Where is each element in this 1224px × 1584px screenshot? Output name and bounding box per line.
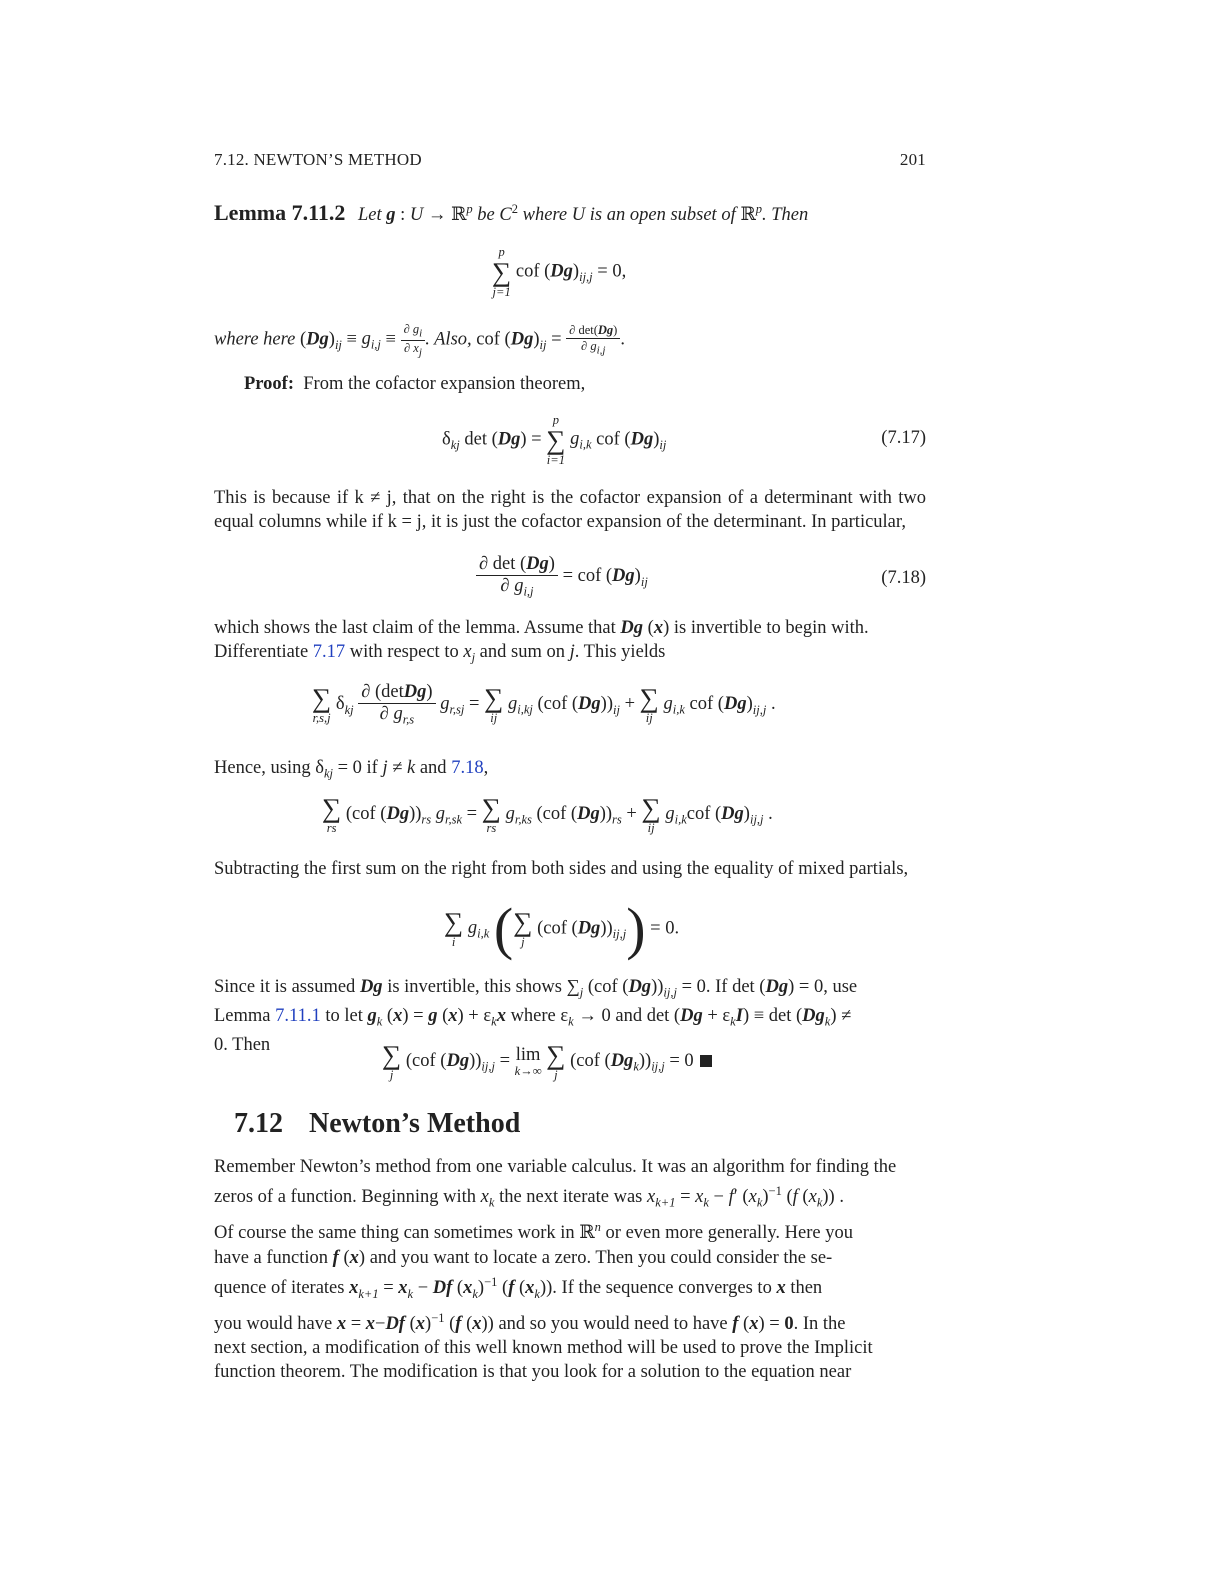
equation-number-7-17: (7.17)	[881, 428, 926, 448]
equation-hence: ∑ rs (cof $(Dg))_{rs}$ $g_{r,sk}$ = ∑ rs $g_{r,ks}$ (cof $(Dg))_{rs}$ + ∑ ij $g_{i,k}cof$ $(Dg)_{ij,j}$ .	[322, 793, 773, 835]
equation-mixed-partials: ∑ i $g_{i,k}$ (∑ j (cof $(Dg))_{ij,j}) = 0$.	[444, 896, 680, 961]
lemma-definitions: where here $(Dg)_{ij} \equiv g_{i,j}$ ≡ $\frac{\partial g_i}{\partial x_j}$ . Also, cof $(Dg)_{ij}$ = $\frac{\partial \det(Dg)}{\partial g_{i,j}}$ .	[214, 322, 625, 358]
section-number: 7.12	[234, 1108, 283, 1139]
proof-paragraph-1: This is because if k ≠ j, that on the right is the cofactor expansion of a determinant with two equal columns while if k = j, it is just the cofactor expansion of the determinant. In particular,	[214, 488, 926, 532]
lemma-statement: Lemma 7.11.2 Let g : U → ℝ$^p$ be $C^2$ where U is an open subset of ℝ$^p$. Then	[214, 200, 809, 225]
page-number: 201	[899, 150, 926, 169]
equation-limit: ∑ j (cof $(Dg))_{ij,j}$ = lim k→∞ ∑ j (cof $(Dg_k))_{ij,j} = 0$	[382, 1042, 712, 1082]
equation-lemma-sum: p ∑ j=1 cof $(Dg)_{ij,j} = 0$,	[492, 245, 627, 299]
running-title: 7.12. NEWTON’S METHOD	[214, 150, 422, 169]
proof-label: Proof:	[244, 374, 294, 394]
equation-link-7-18[interactable]: 7.18	[451, 758, 484, 778]
proof-subtracting: Subtracting the first sum on the right from both sides and using the equality of mixed partials,	[214, 859, 909, 879]
lemma-label: Lemma 7.11.2	[214, 200, 346, 225]
equation-differentiated: ∑ r,s,j $\delta_{kj}$ $\frac{\text{∂ (detDg)}}{\partial g_{r,s}}$ $g_{r,sj}$ = ∑ ij $g_{i,kj}$ (cof $(Dg))_{ij}$ + ∑ ij $g_{i,k}$ cof $(Dg)_{ij,j}$ .	[312, 682, 776, 727]
equation-number-7-18: (7.18)	[881, 568, 926, 588]
section-title: Newton’s Method	[309, 1108, 521, 1139]
proof-hence: Hence, using $\delta_{kj} = 0$ if j ≠ k and 7.18,	[214, 758, 489, 781]
document-page: 7.12. NEWTON’S METHOD 201 Lemma 7.11.2 Let g : U → ℝ$^p$ be $C^2$ where U is an open subset of ℝ$^p$. Then p ∑ j=1 cof $(Dg)_{ij,j} = 0$, where here $(Dg)_{ij} \equiv g_{i,j}$ ≡ $\frac{\partial g_i}{\partial x_j}$ . Also, cof $(Dg)_{ij}$ = $\frac{\partial \det(Dg)}{\partial g_{i,j}}$ . Proof: From the cofactor expansion theorem, $\delta_{kj}$ det (Dg) = p ∑ i=1 $g_{i,k}$ cof $(Dg)_{ij}$ (7.17) This is because if k ≠ j, that on the right is the cofactor expansion of a determinant with two equal columns while if k = j, it is just the cofactor expansion of the determinant. In particular, $\frac{\partial \det (Dg)}{\partial g_{i,j}}$ = cof $(Dg)_{ij}$ (7.18) which shows the last claim of the lemma. Assume that Dg (x) is invertible to begin with. Differentiate 7.17 with respect to $x_j$ and sum on j. This yields ∑ r,s,j $\delta_{kj}$ $\frac{\text{∂ (detDg)}}{\partial g_{r,s}}$ $g_{r,sj}$ = ∑ ij $g_{i,kj}$ (cof $(Dg))_{ij}$ + ∑ ij $g_{i,k}$ cof $(Dg)_{ij,j}$ . Hence, using $\delta_{kj} = 0$ if j ≠ k and 7.18, ∑ rs (cof $(Dg))_{rs}$ $g_{r,sk}$ = ∑ rs $g_{r,ks}$ (cof $(Dg))_{rs}$ + ∑ ij $g_{i,k}cof$ $(Dg)_{ij,j}$ . Subtracting the first sum on the right from both sides and using the equality of mixed partials, ∑ i $g_{i,k}$ (∑ j (cof $(Dg))_{ij,j}) = 0$. Since it is assumed Dg is invertible, this shows $\sum_j$ (cof $(Dg))_{ij,j} = 0$. If det (Dg) = 0, use Lemma 7.11.1 to let $g_k$ (x) = g $(x) + \varepsilon_kx$ where $\varepsilon_k \to 0$ and $\det (Dg + \varepsilon_kI) \equiv \det (Dg_k)$ ≠ 0. Then ∑ j (cof $(Dg))_{ij,j}$ = lim k→∞ ∑ j (cof $(Dg_k))_{ij,j} = 0$ 7.12 Newton’s Method Remember Newton’s method from one variable calculus. It was an algorithm for finding the zeros of a function. Beginning with $x_k$ the next iterate was $x_{k+1} = x_k - f'$ $(x_k)^{-1}$ (f $(x_k)$) . Of course the same thing can sometimes work in ℝ$^n$ or even more generally. Here you have a function f (x) and you want to locate a zero. Then you could consider the se- quence of iterates $x_{k+1} = x_k - Df$ $(x_k)^{-1}$ (f $(x_k)$). If the sequence converges to x then you would have x = x−Df $(x)^{-1}$ (f (x)) and so you would need to have f (x) = 0. In the next section, a modification of this well known method will be used to prove the Implicit function theorem. The modification is that you look for a solution to the equation near	[214, 0, 926, 1584]
section-heading	[234, 1108, 520, 1140]
proof-since: Since it is assumed Dg is invertible, this shows $\sum_j$ (cof $(Dg))_{ij,j} = 0$. If det (Dg) = 0, use Lemma 7.11.1 to let $g_k$ (x) = g $(x) + \varepsilon_kx$ where $\varepsilon_k \to 0$ and $\det (Dg + \varepsilon_kI) \equiv \det (Dg_k)$ ≠ 0. Then	[214, 977, 858, 1056]
proof-intro: Proof: From the cofactor expansion theorem,	[244, 374, 586, 394]
section-body: Remember Newton’s method from one variable calculus. It was an algorithm for finding the zeros of a function. Beginning with $x_k$ the next iterate was $x_{k+1} = x_k - f'$ $(x_k)^{-1}$ (f $(x_k)$) . Of course the same thing can sometimes work in ℝ$^n$ or even more generally. Here you have a function f (x) and you want to locate a zero. Then you could consider the se- quence of iterates $x_{k+1} = x_k - Df$ $(x_k)^{-1}$ (f $(x_k)$). If the sequence converges to x then you would have x = x−Df $(x)^{-1}$ (f (x)) and so you would need to have f (x) = 0. In the next section, a modification of this well known method will be used to prove the Implicit function theorem. The modification is that you look for a solution to the equation near	[214, 1157, 897, 1383]
proof-paragraph-2: which shows the last claim of the lemma. Assume that Dg (x) is invertible to begin with. Differentiate 7.17 with respect to $x_j$ and sum on j. This yields	[214, 618, 869, 665]
qed-symbol	[700, 1055, 712, 1067]
equation-link-7-17[interactable]: 7.17	[312, 641, 346, 662]
lemma-link-7-11-1[interactable]: 7.11.1	[275, 1006, 321, 1027]
